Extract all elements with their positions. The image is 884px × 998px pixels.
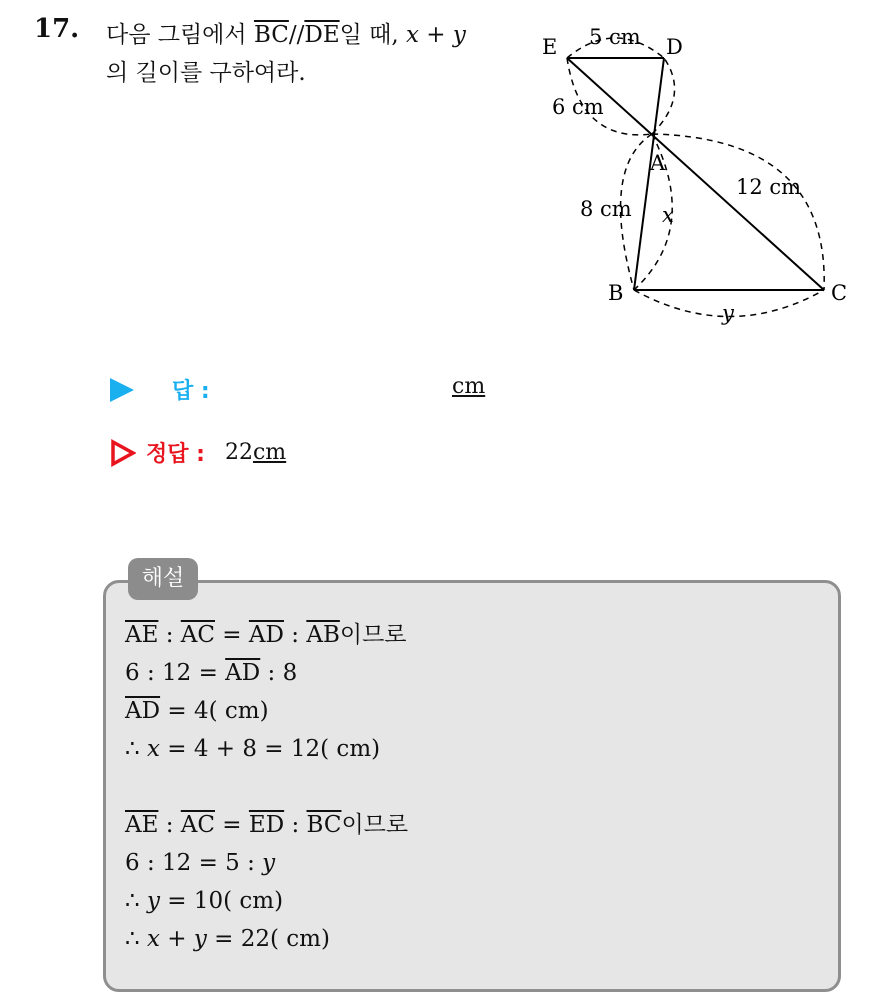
solution-line: ∴ y = 10( cm) bbox=[125, 888, 284, 914]
question-text: 다음 그림에서 $\overline{BC}//\overline{DE}$일 때, x + y 의 길이를 구하여라. bbox=[106, 22, 466, 86]
label-ab: 8 cm bbox=[580, 197, 632, 221]
label-ac: 12 cm bbox=[736, 175, 802, 199]
segment-bc: $\overline{BC}$ bbox=[253, 22, 289, 48]
solution-line: ∴ x + y = 22( cm) bbox=[125, 926, 330, 952]
label-b: B bbox=[608, 281, 624, 305]
answer-row bbox=[110, 374, 210, 405]
solution-text bbox=[125, 616, 408, 958]
label-y: y bbox=[722, 301, 734, 325]
solution-line: $\overline{AE}$ : $\overline{AC} = \overline{ED}$ : $\overline{BC}$이므로 bbox=[125, 812, 409, 838]
segment-de: $\overline{DE}$ bbox=[304, 22, 340, 48]
solution-line: 6 : 12 = 5 : y bbox=[125, 850, 276, 876]
question-number: 17. bbox=[34, 14, 80, 44]
solution-line: $\overline{AD} = 4$( cm) bbox=[125, 698, 269, 724]
label-c: C bbox=[831, 281, 848, 305]
label-e: E bbox=[542, 35, 558, 59]
solution-line: 6 : $12 = \overline{AD}$ : 8 bbox=[125, 660, 298, 686]
correct-answer-label: 정답 : bbox=[146, 442, 205, 467]
label-d: D bbox=[666, 35, 683, 59]
answer-label: 답 : bbox=[172, 379, 210, 404]
solution-line: ∴ x = 4 + 8 = 12( cm) bbox=[125, 736, 381, 762]
correct-answer-value: 22cm bbox=[224, 440, 287, 465]
label-x: x bbox=[662, 203, 674, 227]
correct-answer-row bbox=[110, 437, 286, 468]
answer-blank[interactable]: cm bbox=[452, 374, 486, 399]
solution-tag: 해설 bbox=[128, 558, 198, 600]
label-a: A bbox=[650, 151, 666, 175]
geometry-figure bbox=[530, 18, 860, 338]
play-outline-icon bbox=[110, 439, 136, 467]
label-ed: 5 cm bbox=[589, 25, 641, 49]
segment-ec-line bbox=[567, 58, 824, 290]
solution-line: $\overline{AE}$ : $\overline{AC} = \overline{AD}$ : $\overline{AB}$이므로 bbox=[125, 622, 407, 648]
label-ea: 6 cm bbox=[552, 95, 604, 119]
play-icon bbox=[110, 378, 134, 402]
